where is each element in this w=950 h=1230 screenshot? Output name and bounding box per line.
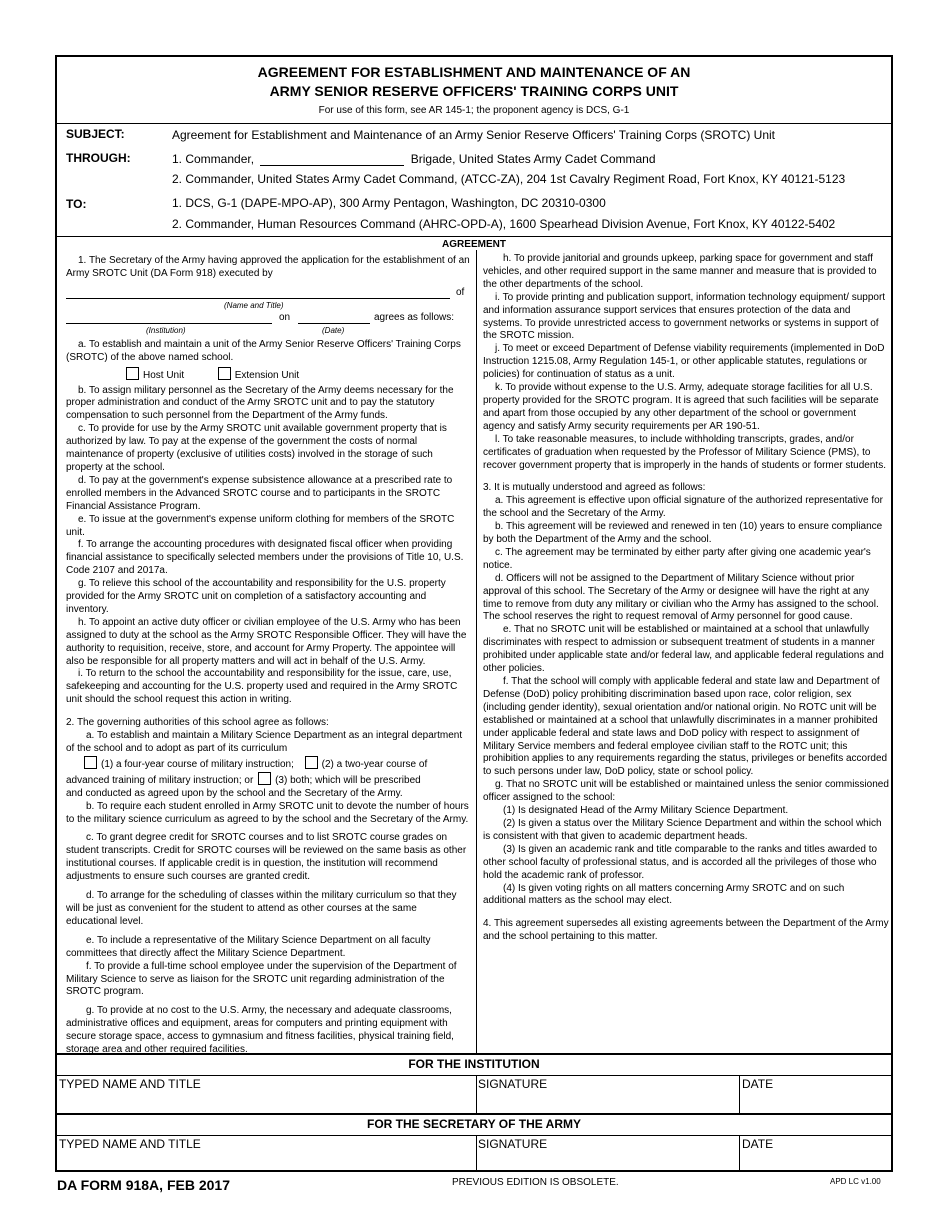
through-label: THROUGH: [66,151,131,165]
para-2g: g. To provide at no cost to the U.S. Army, the necessary and adequate classrooms, administrative offices and equipment, areas for computers and printing equipment with secure storage space, access to gymnasium and fitness facilities, physical training field, storage area and other required facilities. [66,1005,454,1056]
para-3g: g. That no SROTC unit will be established or maintained unless the senior commissioned officer assigned to the school: [483,779,889,804]
extension-unit-checkbox[interactable] [218,367,231,380]
institution-heading: FOR THE INSTITUTION [408,1057,540,1071]
para-1f: f. To arrange the accounting procedures with designated fiscal officer when providing financial assistance to specifically selected members under the provisions of Title 10, U.S. Code 2107 and 2017a. [66,539,464,577]
form-subtitle: For use of this form, see AR 145-1; the proponent agency is DCS, G-1 [318,105,630,116]
form-id: DA FORM 918A, FEB 2017 [57,1177,230,1193]
edition-notice: PREVIOUS EDITION IS OBSOLETE. [452,1177,619,1188]
to-label: TO: [66,197,87,211]
divider [476,1075,477,1113]
para-1-intro: 1. The Secretary of the Army having approved the application for the establishment of an Army SROTC Unit (DA Form 918) executed by [66,255,470,279]
para-3a: a. This agreement is effective upon official signature of the authorized representative for the school and the Secretary of the Army. [483,495,884,520]
divider [57,123,891,124]
para-2i: i. To provide printing and publication support, information technology equipment/ support and information assurance support services that ensures protection of the data and systems. To provide unrestricted access to government networks or systems in support of the SROTC mission. [483,291,886,342]
para-3g-4: (4) Is given voting rights on all matters concerning Army SROTC and on such additional matters as the school may elect. [483,882,845,907]
para-3g-1: (1) Is designated Head of the Army Military Science Department. [503,805,789,817]
name-title-field[interactable] [66,285,450,299]
para-2j: j. To meet or exceed Department of Defense viability requirements (implemented in DoD Instruction 1215.08, Army Regulation 145-1, or other applicable statutes, regulations or policies) for continuation of status as a unit. [483,343,885,381]
divider [476,1135,477,1172]
para-3b: b. This agreement will be reviewed and renewed in ten (10) years to ensure compliance by both the Department of the Army and the school. [483,521,883,546]
para-3e: e. That no SROTC unit will be established or maintained at a school that unlawfully discriminates with respect to admission or subsequent treatment of students in a manner prohibited under applicable state and/or federal law, and applicable federal regulations and other policies. [483,624,884,675]
divider [57,1053,891,1055]
date-caption: (Date) [322,325,345,335]
to-line-1: 1. DCS, G-1 (DAPE-MPO-AP), 300 Army Pentagon, Washington, DC 20310-0300 [172,196,606,210]
para-2c: c. To grant degree credit for SROTC courses and to list SROTC course grades on student transcripts. Credit for SROTC courses will be reviewed on the same basis as other institutional courses. If applicable credit is in question, the institution will recommend adjustments to ensure such courses are granted credit. [66,832,467,883]
column-divider [476,250,477,1054]
para-1d: d. To pay at the government's expense subsistence allowance at a prescribed rate to enrolled members in the Advanced SROTC course and to participants in the SROTC Financial Assistance Program. [66,474,453,512]
divider [57,236,891,237]
para-4: 4. This agreement supersedes all existing agreements between the Department of the Army and the school pertaining to this matter. [483,918,889,943]
para-3-intro: 3. It is mutually understood and agreed as follows: [483,482,706,494]
divider [57,1135,891,1136]
divider [57,1075,891,1076]
four-year-course-checkbox[interactable] [84,756,97,769]
executor-block: of (Name and Title) on agrees as follows: [66,281,470,327]
agreement-heading: AGREEMENT [442,239,506,250]
name-title-caption: (Name and Title) [224,300,284,310]
institution-caption: (Institution) [146,325,186,335]
para-1g: g. To relieve this school of the accountability and responsibility for the U.S. property provided for the Army SROTC unit on completion of a satisfactory accounting and inventory. [66,578,446,615]
para-2h: h. To provide janitorial and grounds upkeep, parking space for government and staff vehicles, and other required support in the same manner and measure that is provided to the other departments of the school. [483,253,877,290]
date-field[interactable] [298,310,370,324]
para-2b: b. To require each student enrolled in Army SROTC unit to devote the number of hours to the military science curriculum as agreed to by the school and the Secretary of the Army. [66,800,469,825]
army-heading: FOR THE SECRETARY OF THE ARMY [366,1117,581,1131]
divider [739,1135,740,1172]
to-line-2: 2. Commander, Human Resources Command (AHRC-OPD-A), 1600 Spearhead Division Avenue, Fort Knox, KY 40122-5402 [172,217,836,231]
form-frame [55,55,893,1172]
divider [57,1113,891,1115]
course-options-end: and conducted as agreed upon by the school and the Secretary of the Army. [66,787,403,799]
army-signature[interactable]: SIGNATURE [478,1137,548,1151]
both-courses-checkbox[interactable] [258,772,271,785]
form-title: AGREEMENT FOR ESTABLISHMENT AND MAINTENANCE OF AN ARMY SENIOR RESERVE OFFICERS' TRAINING CORPS UNIT [257,64,691,99]
para-2a: a. To establish and maintain a Military Science Department as an integral department of the school and to adopt as part of its curriculum [66,730,463,754]
para-2-intro: 2. The governing authorities of this school agree as follows: [66,717,329,729]
para-2e: e. To include a representative of the Military Science Department on all faculty committees that directly affect the Military Science Department. [66,934,431,959]
subject-text: Agreement for Establishment and Maintenance of an Army Senior Reserve Officers' Training Corps (SROTC) Unit [172,128,775,142]
institution-field[interactable] [66,310,272,324]
para-2k: k. To provide without expense to the U.S. Army, adequate storage facilities for all U.S. property provided for the SROTC program. It is agreed that such facilities will be separate and apart from those occupied by any other department of the school or government agency and satisfy Army security requirements per AR 190-51. [483,382,879,432]
version-label: APD LC v1.00 [830,1177,881,1186]
divider [739,1075,740,1113]
para-2l: l. To take reasonable measures, to include withholding transcripts, grades, and/or certificates of graduation when requested by the Professor of Military Science (PMS), to recover government property that is improperly in the hands of students or former students. [483,433,886,471]
para-1b: b. To assign military personnel as the Secretary of the Army deems necessary for the proper administration and conduct of the Army SROTC unit and to pay the statutory compensation to such personnel from the Department of the Army funds. [66,384,454,422]
course-options: (1) a four-year course of military instruction; (2) a two-year course of [66,756,470,772]
through-line-1: 1. Commander, Brigade, United States Army Cadet Command [172,152,656,166]
institution-typed-name[interactable]: TYPED NAME AND TITLE [59,1077,201,1091]
unit-type-options: Host Unit Extension Unit [66,367,470,383]
para-3f: f. That the school will comply with applicable federal and state law and Department of Defense (DoD) policy prohibiting discrimination based upon race, color religion, sex (including gender identity), sexual orientation and/or national origin. No ROTC unit will be established or maintained at a school that unlawfully discriminates in a manner prohibited under applicable federal and state laws and DoD policy with respect to assignment of Military Service members and federal employee civilian staff to the ROTC unit; this prohibition applies to any requirements regarding the status, privileges or benefits accorded to such persons under law, DoD policy, state or school policy. [483,676,888,778]
army-typed-name[interactable]: TYPED NAME AND TITLE [59,1137,201,1151]
para-3d: d. Officers will not be assigned to the Department of Military Science without prior approval of this school. The Secretary of the Army or designee will have the right at any time to remove from duty any military or civilian who the Army has assigned to the school. The school reserves the right to request removal of Army personnel for good cause. [483,572,879,623]
subject-label: SUBJECT: [66,127,125,141]
host-unit-checkbox[interactable] [126,367,139,380]
brigade-field[interactable] [260,165,404,166]
left-column: 1. The Secretary of the Army having approved the application for the establishment of an Army SROTC Unit (DA Form 918) executed by of (Name and Title) on agrees as follows: (Institution) (Date) a. To establish and maintain a unit of the Army Senior Reserve Officers' Training Corps (SROTC) of the above named school. Host Unit Extension Unit b. To assign military personnel as the Secretary of the Army deems necessary for the proper administration and conduct of the Army SROTC unit and to pay the statutory compensation to such personnel from the Department of the Army funds. c. To provide for use by the Army SROTC unit available government property that is authorized by law. To pay at the expense of the government the costs of normal maintenance of property (exclusive of utilities costs) involved in the storage of such property at the school. d. To pay at the government's expense subsistence allowance at a prescribed rate to enrolled members in the Advanced SROTC course and to participants in the SROTC Financial Assistance Program. e. To issue at the government's expense uniform clothing for members of the SROTC unit. f. To arrange the accounting procedures with designated fiscal officer when providing financial assistance to specifically selected members under the provisions of Title 10, U.S. Code 2107 and 2017a. g. To relieve this school of the accountability and responsibility for the U.S. property provided for the Army SROTC unit on completion of a satisfactory accounting and inventory. h. To appoint an active duty officer or civilian employee of the U.S. Army who has been assigned to duty at the school as the Army SROTC Responsible Officer. They will have the authority to requisition, receive, store, and account for Army Property. The appointee will also be responsible for all property matters and will act in behalf of the U.S. Army. i. To return to the school the accountability and responsibility for the issue, care, use, safekeeping and accounting for the U.S. property used and required in the Army SROTC unit should the school request this action in writing. 2. The governing authorities of this school agree as follows: a. To establish and maintain a Military Science Department as an integral department of the school and to adopt as part of its curriculum (1) a four-year course of military instruction; (2) a two-year course of advanced training of military instruction; or (3) both; which will be prescribed and conducted as agreed upon by the school and the Secretary of the Army. b. To require each student enrolled in Army SROTC unit to devote the number of hours to the military science curriculum as agreed to by the school and the Secretary of the Army. c. To grant degree credit for SROTC courses and to list SROTC course grades on student transcripts. Credit for SROTC courses will be reviewed on the same basis as other institutional courses. If applicable credit is in question, the institution will recommend adjustments to ensure such courses are granted credit. d. To arrange for the scheduling of classes within the military curriculum so that they will be just as convenient for the student to attend as other courses at the same educational level. e. To include a representative of the Military Science Department on all faculty committees that directly affect the Military Science Department. f. To provide a full-time school employee under the supervision of the Department of Military Science to serve as liaison for the SROTC unit regarding administration of the SROTC program. g. To provide at no cost to the U.S. Army, the necessary and adequate classrooms, administrative offices and equipment, areas for computers and printing equipment with secure storage space, access to gymnasium and fitness facilities, physical training field, storage area and other required facilities. [66,255,470,1056]
para-1a: a. To establish and maintain a unit of the Army Senior Reserve Officers' Training Corps (SROTC) of the above named school. [66,338,461,363]
para-2d: d. To arrange for the scheduling of classes within the military curriculum so that they will be just as convenient for the student to attend as other courses at the same educational level. [66,890,457,927]
para-2f: f. To provide a full-time school employee under the supervision of the Department of Military Science to serve as liaison for the SROTC unit regarding administration of the SROTC program. [66,960,457,998]
two-year-course-checkbox[interactable] [305,756,318,769]
right-column [483,253,889,944]
through-line-2: 2. Commander, United States Army Cadet Command, (ATCC-ZA), 204 1st Cavalry Regiment Road, Fort Knox, KY 40121-5123 [172,172,846,186]
institution-date[interactable]: DATE [742,1077,774,1091]
para-1i: i. To return to the school the accountability and responsibility for the issue, care, use, safekeeping and accounting for the U.S. property used and required in the Army SROTC unit should the school request this action in writing. [66,668,458,706]
para-3g-3: (3) Is given an academic rank and title comparable to the ranks and titles awarded to other school faculty of professional status, and is accorded all the privileges of those who hold the academic rank of professor. [483,843,878,881]
para-1c: c. To provide for use by the Army SROTC unit available government property that is authorized by law. To pay at the expense of the government the costs of normal maintenance of property (exclusive of utilities costs) involved in the storage of such property at the school. [66,423,447,473]
para-3c: c. The agreement may be terminated by either party after giving one academic year's notice. [483,546,871,571]
para-1h: h. To appoint an active duty officer or civilian employee of the U.S. Army who has been assigned to duty at the school as the Army SROTC Responsible Officer. They will have the authority to requisition, receive, store, and account for Army Property. The appointee will also be responsible for all property matters and will act in behalf of the U.S. Army. [66,616,467,667]
para-3g-2: (2) Is given a status over the Military Science Department and within the school which is consistent with that given to academic department heads. [483,817,882,842]
army-date[interactable]: DATE [742,1137,774,1151]
institution-signature[interactable]: SIGNATURE [478,1077,548,1091]
para-1e: e. To issue at the government's expense uniform clothing for members of the SROTC unit. [66,513,455,538]
